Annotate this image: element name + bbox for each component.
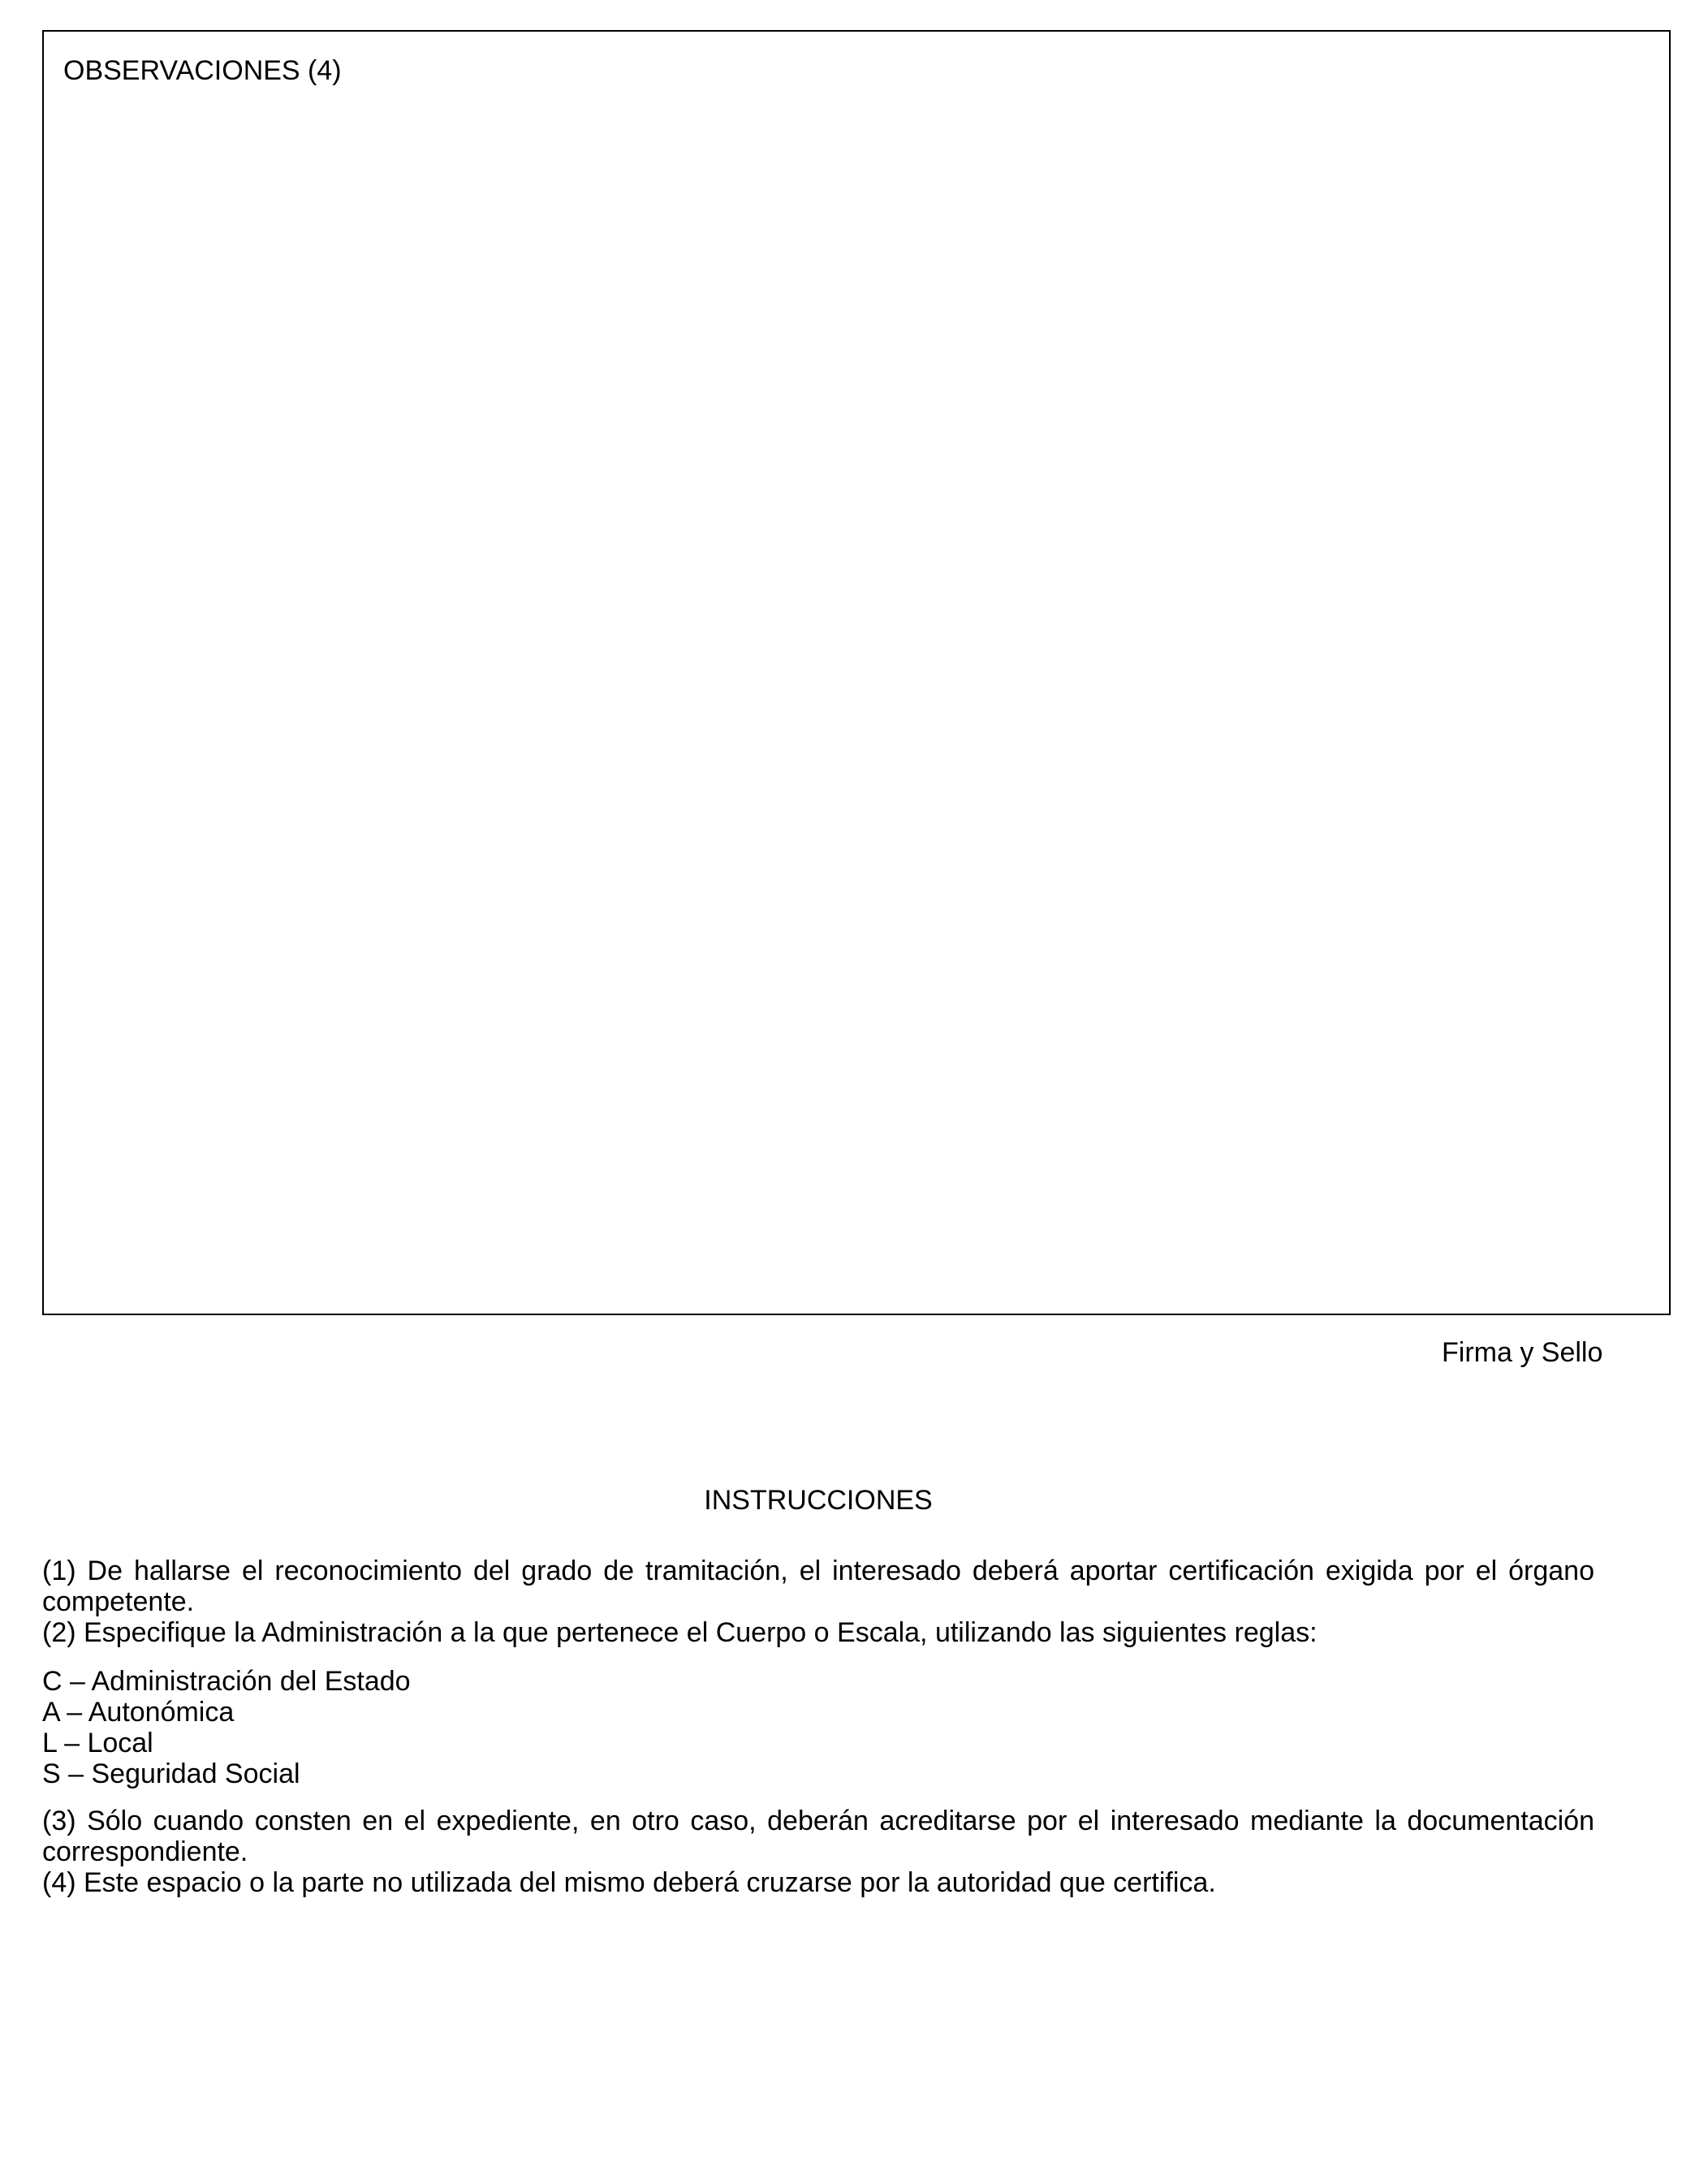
administration-rules-list [42, 1666, 1594, 1789]
instructions-heading: INSTRUCCIONES [704, 1485, 933, 1516]
observations-box [42, 30, 1671, 1315]
rule-item-s: S – Seguridad Social [42, 1758, 300, 1789]
observations-title: OBSERVACIONES (4) [63, 55, 342, 86]
instruction-note-3: (3) Sólo cuando consten en el expediente, en otro caso, deberán acreditarse por el interesado mediante la documentación correspondiente. [42, 1806, 1594, 1867]
rule-item-l: L – Local [42, 1728, 153, 1758]
signature-label: Firma y Sello [1442, 1337, 1603, 1368]
instructions-body [42, 1556, 1594, 1898]
rule-item-c: C – Administración del Estado [42, 1666, 411, 1697]
rule-item-a: A – Autonómica [42, 1697, 235, 1728]
instruction-note-4: (4) Este espacio o la parte no utilizada del mismo deberá cruzarse por la autoridad que certifica. [42, 1867, 1216, 1898]
instruction-note-1: (1) De hallarse el reconocimiento del grado de tramitación, el interesado deberá aportar certificación exigida por el órgano competente. [42, 1556, 1594, 1617]
instruction-note-2: (2) Especifique la Administración a la que pertenece el Cuerpo o Escala, utilizando las siguientes reglas: [42, 1617, 1318, 1648]
